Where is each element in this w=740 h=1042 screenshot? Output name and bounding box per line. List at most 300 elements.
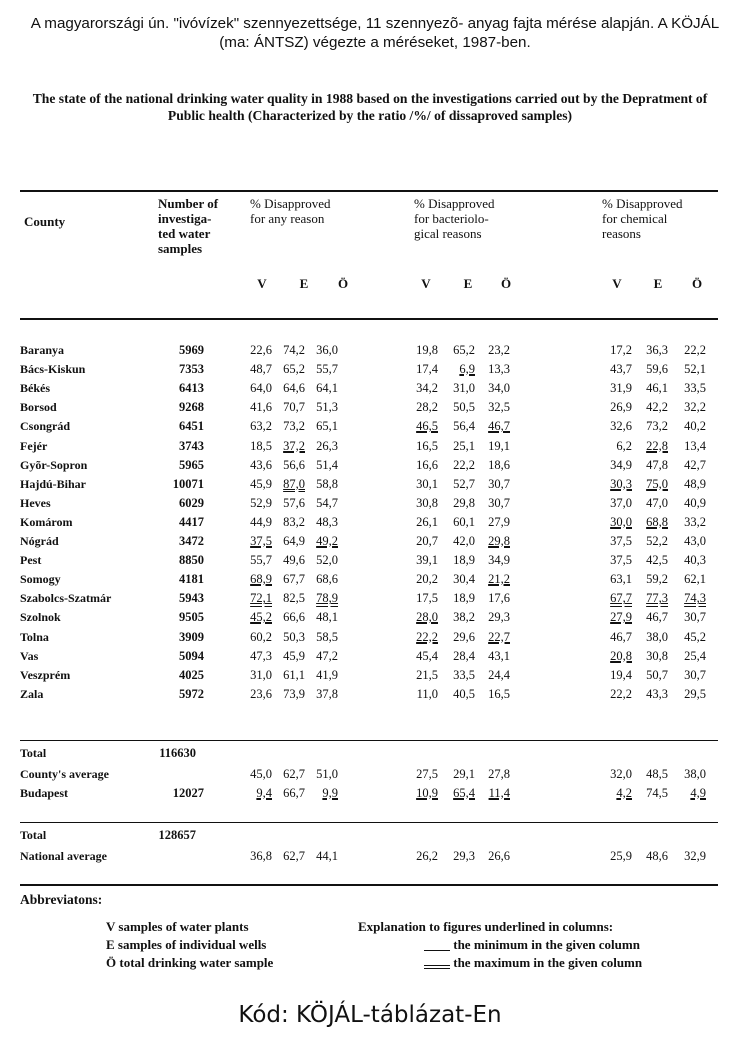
cell-value: 74,5 bbox=[646, 786, 668, 800]
county-name: Szolnok bbox=[20, 610, 61, 625]
cell-value: 43,7 bbox=[610, 362, 632, 377]
cell-value: 52,1 bbox=[684, 362, 706, 377]
table-row bbox=[0, 475, 740, 494]
bacterio-header bbox=[414, 196, 495, 241]
abbr-o: Ö total drinking water sample bbox=[106, 955, 274, 970]
table-row-total-2 bbox=[0, 826, 740, 845]
sample-count: 3743 bbox=[179, 438, 204, 453]
header-line: for any reason bbox=[250, 211, 325, 226]
county-name: Szabolcs-Szatmár bbox=[20, 591, 112, 606]
county-name: Veszprém bbox=[20, 667, 71, 682]
cell-value: 31,9 bbox=[610, 381, 632, 396]
cell-value: 55,7 bbox=[250, 553, 272, 568]
col-o-bact: Ö bbox=[500, 276, 512, 291]
cell-value: 59,2 bbox=[646, 572, 668, 587]
cell-value: 20,8 bbox=[610, 648, 632, 663]
cell-value: 46,5 bbox=[416, 419, 438, 434]
cell-value: 34,9 bbox=[610, 457, 632, 472]
cell-value: 26,1 bbox=[416, 514, 438, 529]
cell-value: 36,3 bbox=[646, 343, 668, 357]
cell-value: 48,6 bbox=[646, 849, 668, 863]
sample-count: 5972 bbox=[179, 686, 204, 701]
col-o-any: Ö bbox=[337, 276, 349, 291]
table-row bbox=[0, 437, 740, 456]
cell-value: 48,9 bbox=[684, 476, 706, 491]
sample-count: 5965 bbox=[179, 457, 204, 472]
cell-value: 45,0 bbox=[250, 767, 272, 781]
cell-value: 65,4 bbox=[453, 786, 475, 800]
table-title: The state of the national drinking water quality in 1988 based on the investigations carried out by the Depratment of Public health (Characterized by the ratio /%/ of dissaproved samples) bbox=[32, 91, 708, 123]
cell-value: 30,8 bbox=[646, 648, 668, 663]
cell-value: 4,2 bbox=[616, 786, 632, 800]
cell-value: 52,0 bbox=[316, 553, 338, 568]
header-line: for chemical bbox=[602, 211, 668, 226]
cell-value: 63,1 bbox=[610, 572, 632, 587]
cell-value: 22,2 bbox=[416, 629, 438, 644]
table-row bbox=[0, 628, 740, 647]
cell-value: 37,2 bbox=[283, 438, 305, 453]
row-label: Total bbox=[20, 746, 47, 760]
cell-value: 38,2 bbox=[453, 610, 475, 625]
header-top-rule bbox=[20, 190, 718, 192]
cell-value: 51,3 bbox=[316, 400, 338, 415]
cell-value: 9,4 bbox=[256, 786, 272, 800]
county-name: Pest bbox=[20, 553, 42, 568]
header-line: for bacteriolo- bbox=[414, 211, 489, 226]
table-row bbox=[0, 685, 740, 704]
cell-value: 62,7 bbox=[283, 849, 305, 863]
cell-value: 37,5 bbox=[610, 553, 632, 568]
cell-value: 47,0 bbox=[646, 495, 668, 510]
table-row bbox=[0, 494, 740, 513]
chemical-header bbox=[602, 196, 683, 241]
cell-value: 40,9 bbox=[684, 495, 706, 510]
cell-value: 30,4 bbox=[453, 572, 475, 587]
cell-value: 25,9 bbox=[610, 849, 632, 863]
cell-value: 10,9 bbox=[416, 786, 438, 800]
cell-value: 54,7 bbox=[316, 495, 338, 510]
county-name: Gyõr-Sopron bbox=[20, 457, 88, 472]
cell-value: 52,7 bbox=[453, 476, 475, 491]
sample-count: 4025 bbox=[179, 667, 204, 682]
header-line: gical reasons bbox=[414, 226, 482, 241]
sample-count: 8850 bbox=[179, 553, 204, 568]
cell-value: 30,1 bbox=[416, 476, 438, 491]
row-count: 128657 bbox=[158, 828, 196, 842]
cell-value: 11,4 bbox=[488, 786, 510, 800]
cell-value: 68,9 bbox=[250, 572, 272, 587]
cell-value: 29,3 bbox=[453, 849, 475, 863]
double-underline-sample bbox=[424, 965, 450, 969]
cell-value: 55,7 bbox=[316, 362, 338, 377]
cell-value: 74,3 bbox=[684, 591, 706, 606]
cell-value: 17,6 bbox=[488, 591, 510, 606]
cell-value: 52,9 bbox=[250, 495, 272, 510]
cell-value: 43,6 bbox=[250, 457, 272, 472]
cell-value: 16,5 bbox=[488, 686, 510, 701]
table-row bbox=[0, 398, 740, 417]
sample-count: 5094 bbox=[179, 648, 204, 663]
cell-value: 42,7 bbox=[684, 457, 706, 472]
cell-value: 22,8 bbox=[646, 438, 668, 453]
national-rule bbox=[20, 822, 718, 823]
table-row bbox=[0, 513, 740, 532]
table-row-budapest bbox=[0, 784, 740, 803]
samples-header-line: samples bbox=[158, 241, 203, 256]
cell-value: 33,2 bbox=[684, 514, 706, 529]
cell-value: 26,9 bbox=[610, 400, 632, 415]
cell-value: 22,2 bbox=[453, 457, 475, 472]
cell-value: 22,7 bbox=[488, 629, 510, 644]
cell-value: 44,9 bbox=[250, 514, 272, 529]
cell-value: 65,2 bbox=[453, 343, 475, 357]
col-e-any: E bbox=[299, 276, 309, 291]
table-row bbox=[0, 417, 740, 436]
cell-value: 24,4 bbox=[488, 667, 510, 682]
cell-value: 47,3 bbox=[250, 648, 272, 663]
cell-value: 40,5 bbox=[453, 686, 475, 701]
minimum-legend bbox=[424, 936, 640, 954]
cell-value: 56,6 bbox=[283, 457, 305, 472]
cell-value: 32,2 bbox=[684, 400, 706, 415]
samples-header-line: investiga- bbox=[158, 211, 212, 226]
cell-value: 27,9 bbox=[488, 514, 510, 529]
cell-value: 30,3 bbox=[610, 476, 632, 491]
cell-value: 32,0 bbox=[610, 767, 632, 781]
cell-value: 17,4 bbox=[416, 362, 438, 377]
cell-value: 42,5 bbox=[646, 553, 668, 568]
county-name: Tolna bbox=[20, 629, 49, 644]
cell-value: 19,8 bbox=[416, 343, 438, 357]
cell-value: 52,2 bbox=[646, 534, 668, 548]
row-label: Budapest bbox=[20, 786, 69, 800]
table-bottom-rule bbox=[20, 884, 718, 886]
county-name: Nógrád bbox=[20, 534, 59, 548]
cell-value: 46,7 bbox=[610, 629, 632, 644]
cell-value: 60,1 bbox=[453, 514, 475, 529]
sample-count: 4181 bbox=[179, 572, 204, 587]
cell-value: 21,5 bbox=[416, 667, 438, 682]
row-count: 116630 bbox=[159, 746, 196, 760]
cell-value: 57,6 bbox=[283, 495, 305, 510]
cell-value: 11,0 bbox=[416, 686, 438, 701]
cell-value: 26,3 bbox=[316, 438, 338, 453]
table-row bbox=[0, 608, 740, 627]
cell-value: 47,2 bbox=[316, 648, 338, 663]
county-name: Komárom bbox=[20, 514, 73, 529]
cell-value: 25,4 bbox=[684, 648, 706, 663]
cell-value: 25,1 bbox=[453, 438, 475, 453]
cell-value: 23,2 bbox=[488, 343, 510, 357]
cell-value: 51,0 bbox=[316, 767, 338, 781]
cell-value: 37,8 bbox=[316, 686, 338, 701]
cell-value: 73,2 bbox=[283, 419, 305, 434]
cell-value: 27,5 bbox=[416, 767, 438, 781]
cell-value: 64,9 bbox=[283, 534, 305, 548]
cell-value: 13,4 bbox=[684, 438, 706, 453]
sample-count: 5943 bbox=[179, 591, 204, 606]
row-count: 12027 bbox=[172, 786, 204, 800]
sample-count: 5969 bbox=[179, 343, 204, 357]
cell-value: 61,1 bbox=[283, 667, 305, 682]
any-reason-header bbox=[250, 196, 331, 226]
cell-value: 46,7 bbox=[646, 610, 668, 625]
header-line: % Disapproved bbox=[414, 196, 495, 211]
cell-value: 40,3 bbox=[684, 553, 706, 568]
cell-value: 29,3 bbox=[488, 610, 510, 625]
cell-value: 62,7 bbox=[283, 767, 305, 781]
cell-value: 29,5 bbox=[684, 686, 706, 701]
cell-value: 6,2 bbox=[616, 438, 632, 453]
cell-value: 29,6 bbox=[453, 629, 475, 644]
single-underline-sample bbox=[424, 950, 450, 951]
cell-value: 77,3 bbox=[646, 591, 668, 606]
table-row bbox=[0, 532, 740, 551]
cell-value: 32,5 bbox=[488, 400, 510, 415]
cell-value: 32,6 bbox=[610, 419, 632, 434]
sample-count: 7353 bbox=[179, 362, 204, 377]
cell-value: 46,7 bbox=[488, 419, 510, 434]
county-name: Hajdú-Bihar bbox=[20, 476, 87, 491]
cell-value: 65,1 bbox=[316, 419, 338, 434]
cell-value: 26,6 bbox=[488, 849, 510, 863]
col-v-any: V bbox=[257, 276, 267, 291]
sample-count: 6413 bbox=[179, 381, 204, 396]
cell-value: 37,5 bbox=[250, 534, 272, 548]
samples-header-line: ted water bbox=[158, 226, 211, 241]
cell-value: 73,2 bbox=[646, 419, 668, 434]
sample-count: 9505 bbox=[179, 610, 204, 625]
cell-value: 6,9 bbox=[459, 362, 475, 377]
cell-value: 64,6 bbox=[283, 381, 305, 396]
cell-value: 28,4 bbox=[453, 648, 475, 663]
table-row bbox=[0, 570, 740, 589]
cell-value: 21,2 bbox=[488, 572, 510, 587]
county-name: Borsod bbox=[20, 400, 57, 415]
cell-value: 29,1 bbox=[453, 767, 475, 781]
cell-value: 36,8 bbox=[250, 849, 272, 863]
cell-value: 43,1 bbox=[488, 648, 510, 663]
abbreviations-title: Abbreviatons: bbox=[20, 892, 103, 907]
cell-value: 31,0 bbox=[250, 667, 272, 682]
cell-value: 45,4 bbox=[416, 648, 438, 663]
cell-value: 82,5 bbox=[283, 591, 305, 606]
cell-value: 65,2 bbox=[283, 362, 305, 377]
cell-value: 75,0 bbox=[646, 476, 668, 491]
table-row bbox=[0, 551, 740, 570]
row-label: County's average bbox=[20, 767, 109, 781]
cell-value: 17,5 bbox=[416, 591, 438, 606]
cell-value: 56,4 bbox=[453, 419, 475, 434]
table-row-county-average bbox=[0, 765, 740, 784]
cell-value: 16,5 bbox=[416, 438, 438, 453]
cell-value: 49,2 bbox=[316, 534, 338, 548]
cell-value: 50,7 bbox=[646, 667, 668, 682]
cell-value: 46,1 bbox=[646, 381, 668, 396]
cell-value: 4,9 bbox=[690, 786, 706, 800]
table-row bbox=[0, 647, 740, 666]
sample-count: 9268 bbox=[179, 400, 204, 415]
maximum-legend-text: the maximum in the given column bbox=[453, 955, 643, 970]
sample-count: 6029 bbox=[179, 495, 204, 510]
sample-count: 10071 bbox=[172, 476, 204, 491]
cell-value: 67,7 bbox=[283, 572, 305, 587]
cell-value: 27,8 bbox=[488, 767, 510, 781]
cell-value: 18,9 bbox=[453, 553, 475, 568]
cell-value: 49,6 bbox=[283, 553, 305, 568]
cell-value: 18,6 bbox=[488, 457, 510, 472]
cell-value: 41,6 bbox=[250, 400, 272, 415]
cell-value: 30,8 bbox=[416, 495, 438, 510]
cell-value: 30,0 bbox=[610, 514, 632, 529]
cell-value: 34,0 bbox=[488, 381, 510, 396]
table-row-total bbox=[0, 744, 740, 763]
cell-value: 64,0 bbox=[250, 381, 272, 396]
cell-value: 58,8 bbox=[316, 476, 338, 491]
cell-value: 38,0 bbox=[646, 629, 668, 644]
cell-value: 33,5 bbox=[684, 381, 706, 396]
county-name: Somogy bbox=[20, 572, 61, 587]
header-line: % Disapproved bbox=[602, 196, 683, 211]
sample-count: 6451 bbox=[179, 419, 204, 434]
cell-value: 28,0 bbox=[416, 610, 438, 625]
cell-value: 68,6 bbox=[316, 572, 338, 587]
cell-value: 63,2 bbox=[250, 419, 272, 434]
cell-value: 45,2 bbox=[250, 610, 272, 625]
county-name: Baranya bbox=[20, 343, 65, 357]
cell-value: 32,9 bbox=[684, 849, 706, 863]
cell-value: 29,8 bbox=[488, 534, 510, 548]
cell-value: 26,2 bbox=[416, 849, 438, 863]
minimum-legend-text: the minimum in the given column bbox=[453, 937, 640, 952]
cell-value: 74,2 bbox=[283, 343, 305, 357]
county-name: Heves bbox=[20, 495, 51, 510]
county-header: County bbox=[24, 214, 66, 229]
row-label: National average bbox=[20, 849, 107, 863]
cell-value: 59,6 bbox=[646, 362, 668, 377]
cell-value: 17,2 bbox=[610, 343, 632, 357]
cell-value: 66,7 bbox=[283, 786, 305, 800]
hungarian-caption: A magyarországi ún. "ivóvízek" szennyezettsége, 11 szennyezõ- anyag fajta mérése alapján. A KÖJÁL (ma: ÁNTSZ) végezte a méréseket, 1987-ben. bbox=[30, 15, 720, 51]
maximum-legend bbox=[424, 954, 642, 972]
cell-value: 40,2 bbox=[684, 419, 706, 434]
cell-value: 42,0 bbox=[453, 534, 475, 548]
cell-value: 20,7 bbox=[416, 534, 438, 548]
table-row bbox=[0, 456, 740, 475]
cell-value: 19,4 bbox=[610, 667, 632, 682]
cell-value: 50,3 bbox=[283, 629, 305, 644]
cell-value: 68,8 bbox=[646, 514, 668, 529]
cell-value: 73,9 bbox=[283, 686, 305, 701]
cell-value: 45,9 bbox=[250, 476, 272, 491]
cell-value: 34,2 bbox=[416, 381, 438, 396]
cell-value: 18,9 bbox=[453, 591, 475, 606]
cell-value: 60,2 bbox=[250, 629, 272, 644]
cell-value: 48,7 bbox=[250, 362, 272, 377]
cell-value: 39,1 bbox=[416, 553, 438, 568]
cell-value: 48,3 bbox=[316, 514, 338, 529]
cell-value: 37,5 bbox=[610, 534, 632, 548]
cell-value: 48,1 bbox=[316, 610, 338, 625]
cell-value: 13,3 bbox=[488, 362, 510, 377]
cell-value: 22,2 bbox=[684, 343, 706, 357]
cell-value: 44,1 bbox=[316, 849, 338, 863]
abbr-v: V samples of water plants bbox=[106, 919, 249, 934]
county-name: Zala bbox=[20, 686, 44, 701]
cell-value: 20,2 bbox=[416, 572, 438, 587]
table-row bbox=[0, 666, 740, 685]
cell-value: 31,0 bbox=[453, 381, 475, 396]
cell-value: 62,1 bbox=[684, 572, 706, 587]
county-name: Fejér bbox=[20, 438, 48, 453]
county-name: Vas bbox=[20, 648, 39, 663]
table-row bbox=[0, 360, 740, 379]
cell-value: 58,5 bbox=[316, 629, 338, 644]
county-name: Csongrád bbox=[20, 419, 71, 434]
samples-header bbox=[158, 196, 218, 256]
sample-count: 3472 bbox=[179, 534, 204, 548]
cell-value: 38,0 bbox=[684, 767, 706, 781]
cell-value: 23,6 bbox=[250, 686, 272, 701]
cell-value: 66,6 bbox=[283, 610, 305, 625]
cell-value: 64,1 bbox=[316, 381, 338, 396]
table-row bbox=[0, 341, 740, 360]
cell-value: 36,0 bbox=[316, 343, 338, 357]
sample-count: 4417 bbox=[179, 514, 204, 529]
county-name: Békés bbox=[20, 381, 50, 396]
cell-value: 30,7 bbox=[684, 610, 706, 625]
cell-value: 37,0 bbox=[610, 495, 632, 510]
cell-value: 42,2 bbox=[646, 400, 668, 415]
header-line: reasons bbox=[602, 226, 641, 241]
col-e-bact: E bbox=[463, 276, 473, 291]
col-v-chem: V bbox=[612, 276, 622, 291]
header-bottom-rule bbox=[20, 318, 718, 320]
cell-value: 41,9 bbox=[316, 667, 338, 682]
cell-value: 29,8 bbox=[453, 495, 475, 510]
totals-rule bbox=[20, 740, 718, 741]
cell-value: 30,7 bbox=[488, 476, 510, 491]
col-o-chem: Ö bbox=[691, 276, 703, 291]
county-name: Bács-Kiskun bbox=[20, 362, 86, 377]
cell-value: 78,9 bbox=[316, 591, 338, 606]
cell-value: 83,2 bbox=[283, 514, 305, 529]
cell-value: 48,5 bbox=[646, 767, 668, 781]
cell-value: 22,6 bbox=[250, 343, 272, 357]
abbr-e: E samples of individual wells bbox=[106, 937, 267, 952]
col-e-chem: E bbox=[653, 276, 663, 291]
cell-value: 43,3 bbox=[646, 686, 668, 701]
samples-header-line: Number of bbox=[158, 196, 219, 211]
cell-value: 47,8 bbox=[646, 457, 668, 472]
sample-count: 3909 bbox=[179, 629, 204, 644]
cell-value: 30,7 bbox=[488, 495, 510, 510]
cell-value: 50,5 bbox=[453, 400, 475, 415]
cell-value: 19,1 bbox=[488, 438, 510, 453]
header-line: % Disapproved bbox=[250, 196, 331, 211]
cell-value: 28,2 bbox=[416, 400, 438, 415]
cell-value: 51,4 bbox=[316, 457, 338, 472]
cell-value: 22,2 bbox=[610, 686, 632, 701]
col-v-bact: V bbox=[421, 276, 431, 291]
cell-value: 9,9 bbox=[322, 786, 338, 800]
code-label: Kód: KÖJÁL-táblázat-En bbox=[238, 1002, 502, 1028]
table-row bbox=[0, 589, 740, 608]
cell-value: 33,5 bbox=[453, 667, 475, 682]
cell-value: 45,9 bbox=[283, 648, 305, 663]
cell-value: 27,9 bbox=[610, 610, 632, 625]
cell-value: 45,2 bbox=[684, 629, 706, 644]
